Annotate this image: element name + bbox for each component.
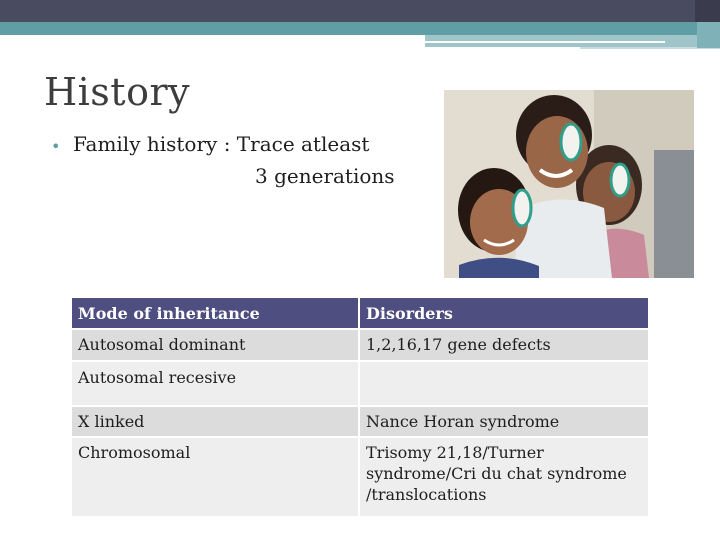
top-decor-corner bbox=[695, 0, 720, 22]
table-cell-disorder bbox=[360, 362, 648, 405]
table-cell-disorder: 1,2,16,17 gene defects bbox=[360, 330, 648, 360]
teal-decor-band bbox=[0, 22, 720, 35]
table-header-mode: Mode of inheritance bbox=[72, 298, 358, 328]
inheritance-table bbox=[72, 298, 648, 518]
bullet-text-line2: 3 generations bbox=[255, 164, 395, 188]
teal-decor-edge bbox=[697, 22, 720, 48]
bullet-text-line1: Family history : Trace atleast bbox=[73, 132, 370, 156]
photo-children-eye-patches bbox=[444, 90, 694, 278]
table-row bbox=[72, 438, 648, 516]
table-cell-mode: Autosomal dominant bbox=[72, 330, 358, 360]
table-cell-disorder: Nance Horan syndrome bbox=[360, 407, 648, 436]
decor-line bbox=[425, 41, 665, 43]
bullet-dot-icon: • bbox=[51, 137, 61, 156]
table-row bbox=[72, 407, 648, 436]
table-row bbox=[72, 330, 648, 360]
table-cell-mode: Autosomal recesive bbox=[72, 362, 358, 405]
table-cell-mode: Chromosomal bbox=[72, 438, 358, 516]
table-cell-disorder: Trisomy 21,18/Turner syndrome/Cri du chat syndrome /translocations bbox=[360, 438, 648, 516]
table-row bbox=[72, 362, 648, 405]
table-header-row bbox=[72, 298, 648, 328]
table-cell-mode: X linked bbox=[72, 407, 358, 436]
table-header-disorders: Disorders bbox=[360, 298, 648, 328]
slide-title: History bbox=[44, 70, 191, 114]
photo-illustration bbox=[444, 90, 694, 278]
top-decor-band bbox=[0, 0, 720, 22]
